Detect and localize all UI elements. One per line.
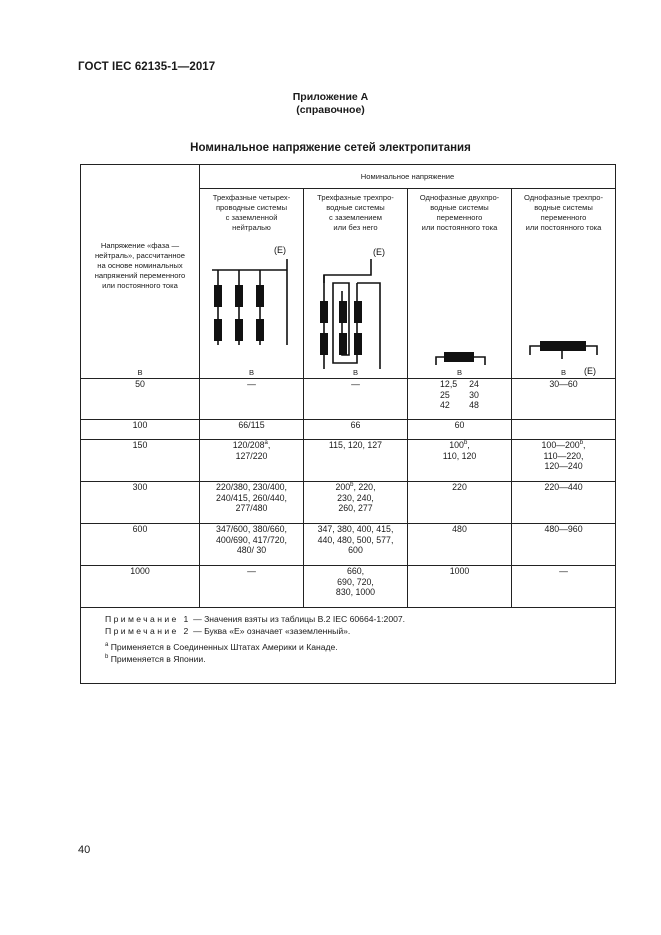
appendix-title: Приложение А <box>292 91 369 103</box>
table-row: 300 220/380, 230/400, 240/415, 260/440, 277/480 200$^b$, 220, 230, 240, 260, 277 220 220—440 <box>81 482 616 524</box>
table-row: 150 120/208$^a$, 127/220 115, 120, 127 100$^b$, 110, 120 100—200$^b$, 110—220, 120—240 <box>81 440 616 482</box>
appendix-subtitle: (справочное) <box>296 104 365 116</box>
row-header-text: Напряжение «фаза — нейтраль», рассчитанное на основе номинальных напряжений переменного или постоянного тока <box>94 241 186 290</box>
three-phase-four-wire-diagram <box>200 237 304 365</box>
svg-text:(E): (E) <box>373 247 385 258</box>
col-header-2: Трехфазные трехпро- водные системы с заземлением или без него (E) В <box>304 189 408 379</box>
voltage-list: 12,5 24 25 30 42 48 <box>440 379 479 410</box>
voltage-table <box>80 164 616 684</box>
col-header-4: Однофазные трехпро- водные системы переменного или постоянного тока (E) В <box>512 189 616 379</box>
footnote-b: $^b$ Применяется в Японии. <box>105 654 206 664</box>
document-code: ГОСТ IEC 62135-1—2017 <box>78 61 216 73</box>
page-number: 40 <box>78 844 91 856</box>
note-1: Примечание 1 — Значения взяты из таблицы В.2 IEC 60664-1:2007. <box>105 614 406 624</box>
table-title: Номинальное напряжение сетей электропитания <box>190 142 471 154</box>
notes-row <box>81 608 616 684</box>
svg-text:(E): (E) <box>584 366 596 377</box>
table-row: 100 66/115 66 60 <box>81 420 616 440</box>
footnote-a: $^a$ Применяется в Соединенных Штатах Америки и Канаде. <box>105 642 338 652</box>
earth-label: (E) <box>274 245 286 256</box>
unit-label: В <box>137 368 143 377</box>
col-header-1: Трехфазные четырех- проводные системы с заземленной нейтралью (E) В <box>200 189 304 379</box>
row-header-cell <box>81 165 200 379</box>
three-phase-three-wire-diagram <box>304 245 408 369</box>
table-row: 1000 — 660, 690, 720, 830, 1000 1000 — <box>81 566 616 608</box>
group-header: Номинальное напряжение <box>200 165 616 189</box>
note-2: Примечание 2 — Буква «Е» означает «заземленный». <box>105 626 351 636</box>
appendix-heading <box>0 91 661 117</box>
table-row: 600 347/600, 380/660, 400/690, 417/720, 480/ 30 347, 380, 400, 415, 440, 480, 500, 577, 600 480 480—960 <box>81 524 616 566</box>
table-row: 50 — — 12,5 24 25 30 42 48 30—60 <box>81 379 616 420</box>
col-header-3: Однофазные двухпро- водные системы переменного или постоянного тока В <box>408 189 512 379</box>
